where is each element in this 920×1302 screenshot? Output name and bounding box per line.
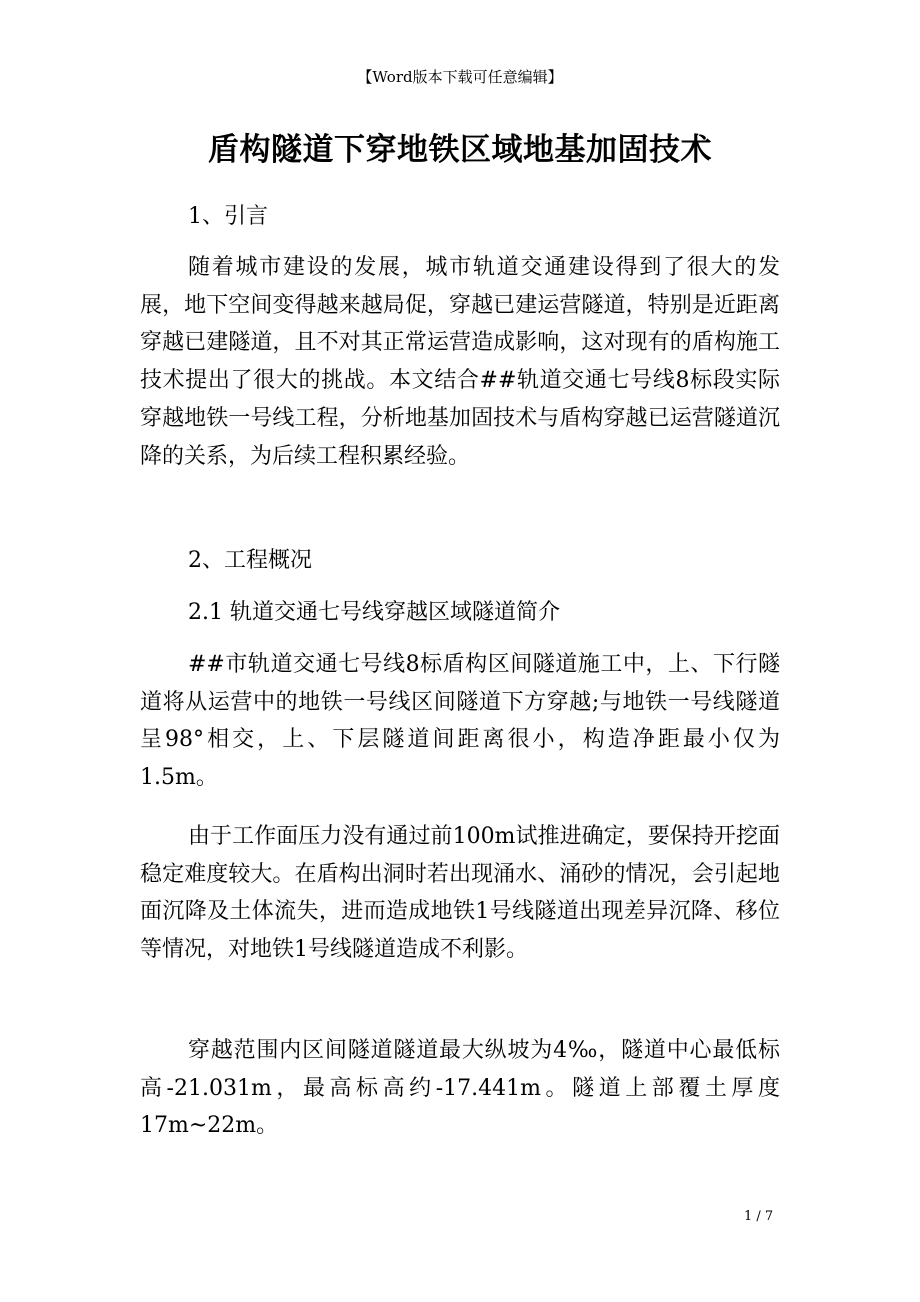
section-heading-overview: 2、工程概况 — [188, 548, 312, 573]
paragraph-tunnel-crossing: ##市轨道交通七号线8标盾构区间隧道施工中，上、下行隧道将从运营中的地铁一号线区间隧道下方穿越;与地铁一号线隧道呈98°相交，上、下层隧道间距离很小，构造净距最小仅为1.5m。 — [140, 652, 780, 791]
paragraph-working-face: 由于工作面压力没有通过前100m试推进确定，要保持开挖面稳定难度较大。在盾构出洞时若出现涌水、涌砂的情况，会引起地面沉降及土体流失，进而造成地铁1号线隧道出现差异沉降、移位等情况，对地铁1号线隧道造成不利影。 — [140, 824, 780, 963]
page-number: 1 / 7 — [744, 1209, 774, 1224]
paragraph-slope-elevation: 穿越范围内区间隧道隧道最大纵坡为4‰，隧道中心最低标高-21.031m，最高标高约-17.441m。隧道上部覆土厚度17m~22m。 — [140, 1038, 780, 1139]
document-title: 盾构隧道下穿地铁区域地基加固技术 — [208, 132, 712, 168]
subsection-heading-tunnel-intro: 2.1 轨道交通七号线穿越区域隧道简介 — [188, 600, 560, 625]
paragraph-introduction: 随着城市建设的发展，城市轨道交通建设得到了很大的发展，地下空间变得越来越局促，穿越已建运营隧道，特别是近距离穿越已建隧道，且不对其正常运营造成影响，这对现有的盾构施工技术提出了很大的挑战。本文结合##轨道交通七号线8标段实际穿越地铁一号线工程，分析地基加固技术与盾构穿越已运营隧道沉降的关系，为后续工程积累经验。 — [140, 255, 780, 469]
section-heading-introduction: 1、引言 — [188, 204, 268, 229]
download-banner: 【Word版本下载可任意编辑】 — [357, 68, 563, 86]
